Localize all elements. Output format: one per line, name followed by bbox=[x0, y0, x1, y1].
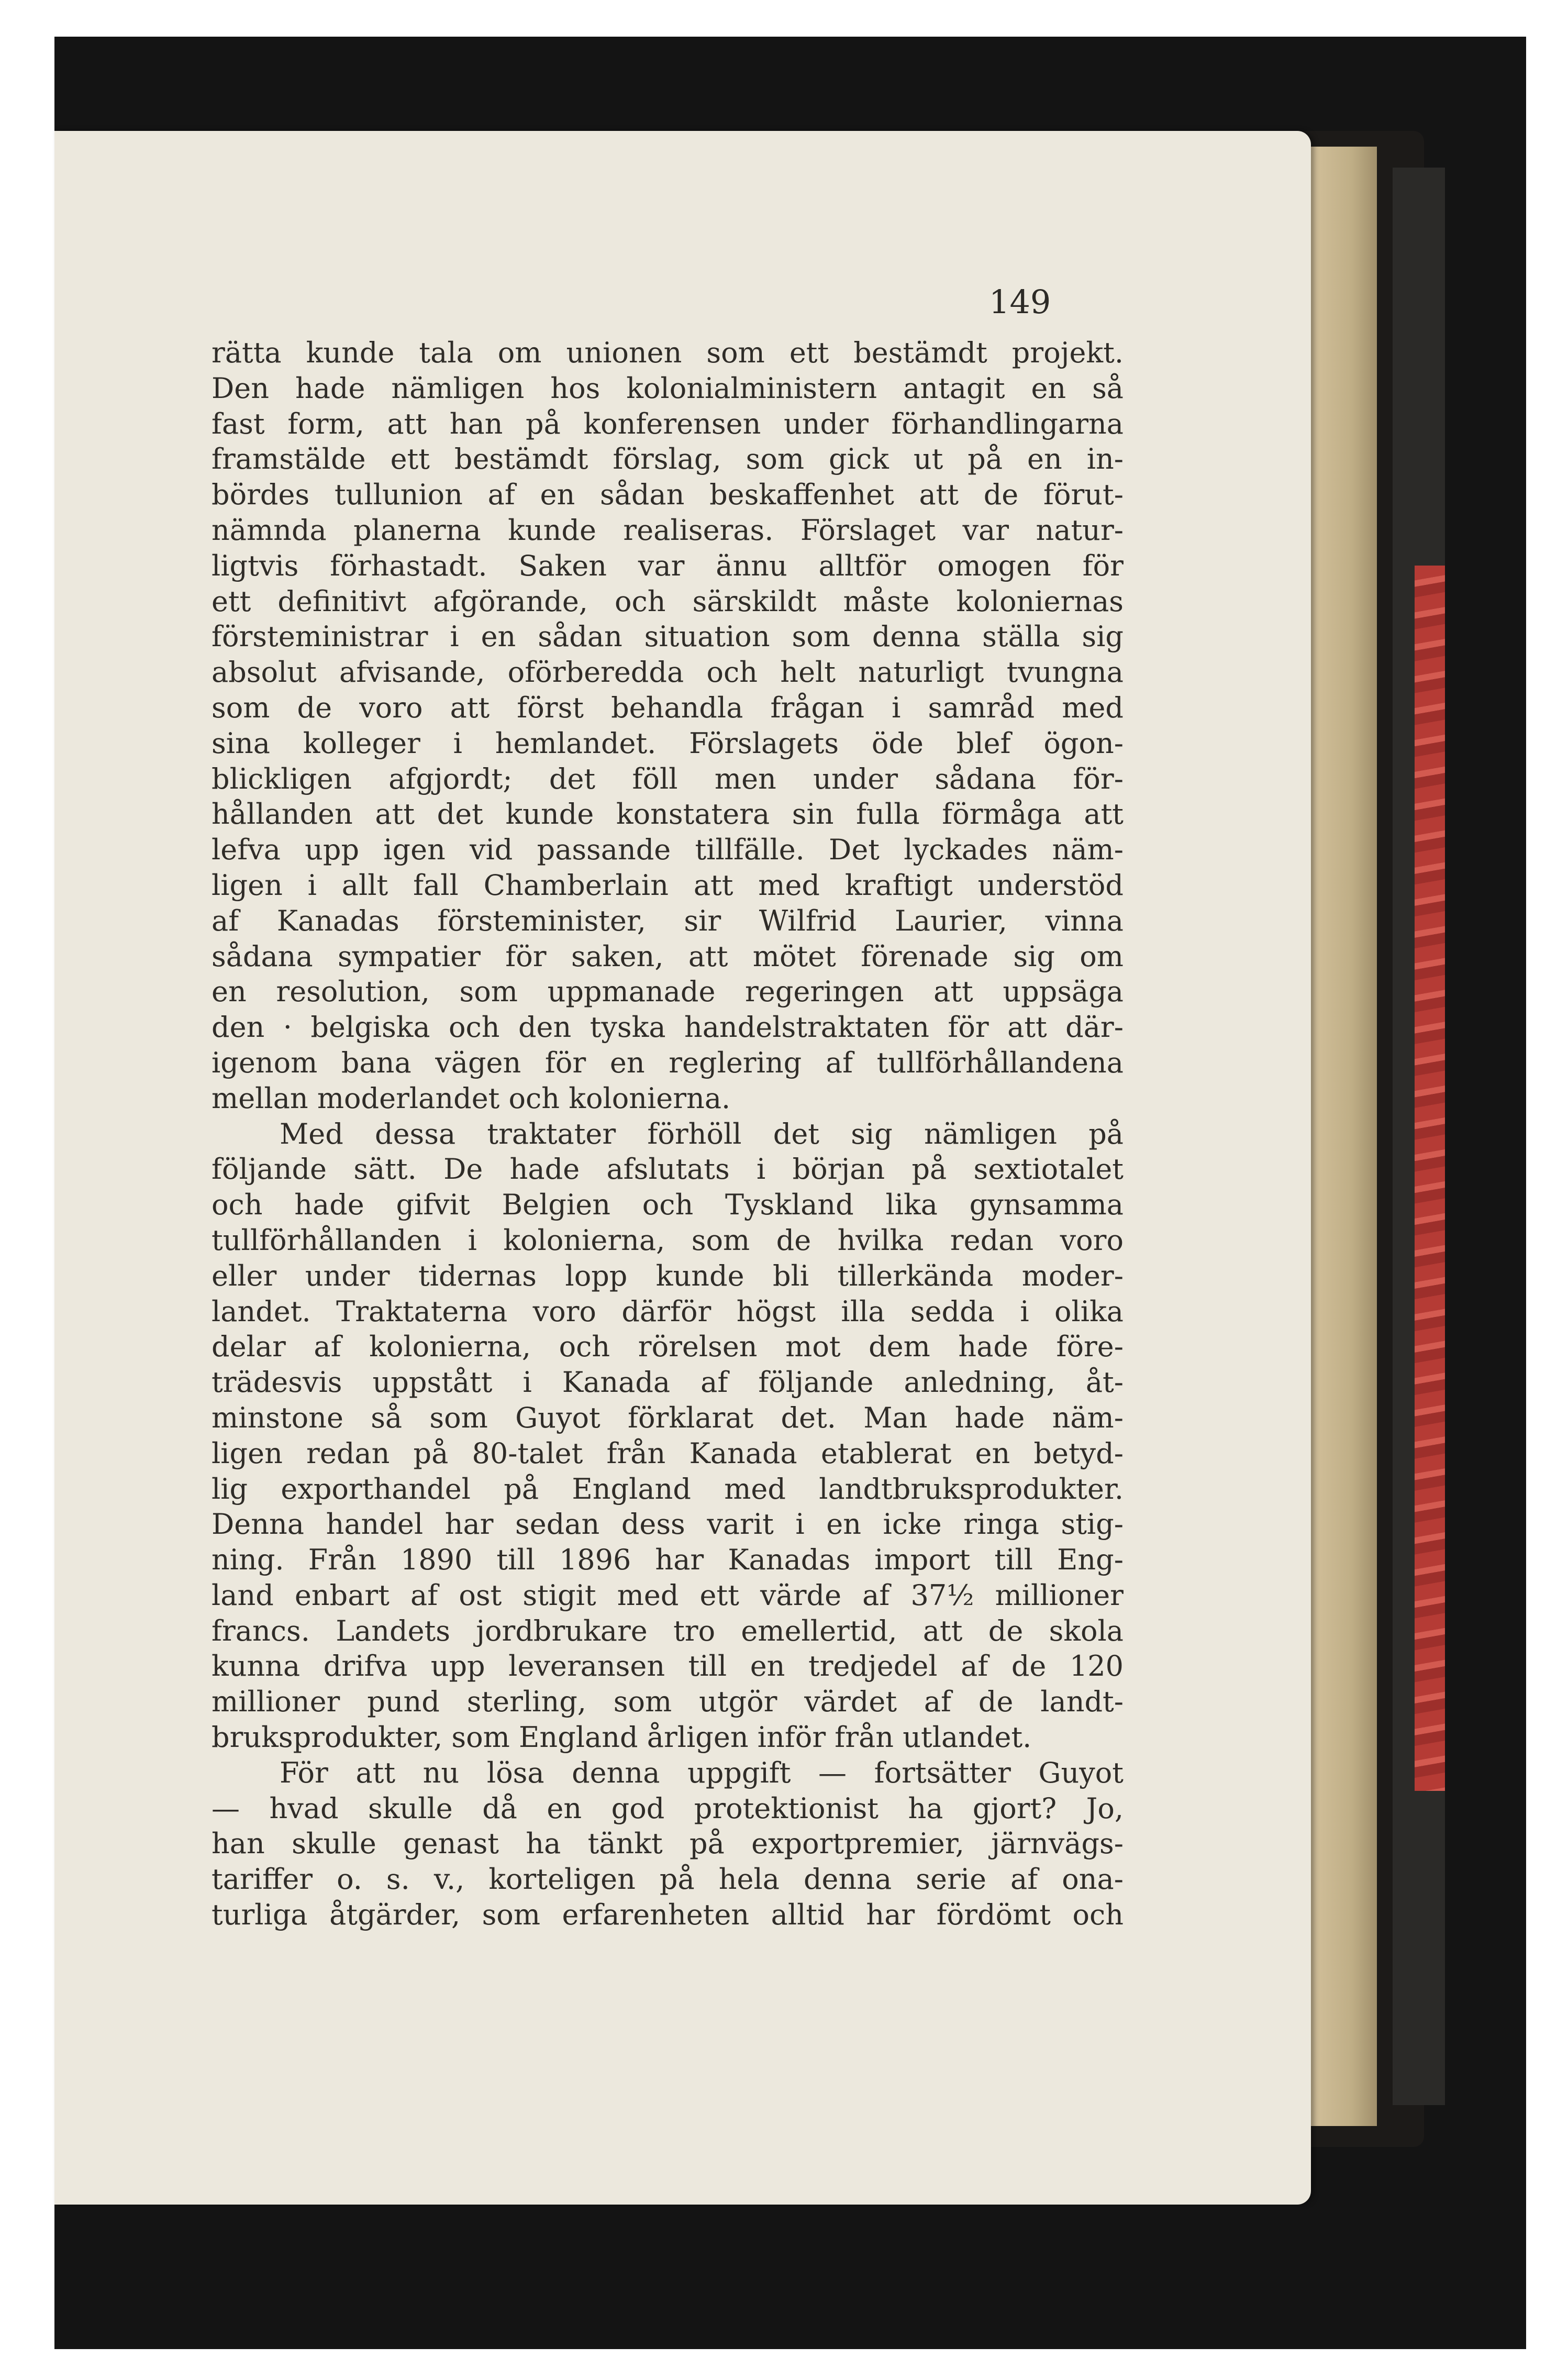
text-line: Med dessa traktater förhöll det sig nämligen på bbox=[280, 1117, 1124, 1150]
text-line: minstone så som Guyot förklarat det. Man hade näm- bbox=[212, 1401, 1124, 1434]
text-line: Den hade nämligen hos kolonialministern antagit en så bbox=[212, 371, 1124, 405]
text-line: ning. Från 1890 till 1896 har Kanadas import till Eng- bbox=[212, 1543, 1124, 1577]
book-page bbox=[54, 131, 1311, 2205]
page-number: 149 bbox=[989, 283, 1051, 321]
text-line: ligen i allt fall Chamberlain att med kraftigt understöd bbox=[212, 868, 1124, 902]
text-line: bruksprodukter, som England årligen inför från utlandet. bbox=[212, 1721, 1032, 1754]
text-line: absolut afvisande, oförberedda och helt naturligt tvungna bbox=[212, 656, 1124, 689]
text-line: nämnda planerna kunde realiseras. Förslaget var natur- bbox=[212, 513, 1124, 547]
text-line: framstälde ett bestämdt förslag, som gick ut på en in- bbox=[212, 442, 1124, 476]
text-line: millioner pund sterling, som utgör värdet af de landt- bbox=[212, 1685, 1124, 1719]
text-line: Denna handel har sedan dess varit i en icke ringa stig- bbox=[212, 1508, 1124, 1541]
text-line: tullförhållanden i kolonierna, som de hvilka redan voro bbox=[212, 1223, 1124, 1257]
text-line: — hvad skulle då en god protektionist ha gjort? Jo, bbox=[212, 1791, 1124, 1825]
text-line: en resolution, som uppmanade regeringen att uppsäga bbox=[212, 975, 1124, 1009]
text-line: rätta kunde tala om unionen som ett bestämdt projekt. bbox=[212, 336, 1124, 369]
text-line: hållanden att det kunde konstatera sin fulla förmåga att bbox=[212, 798, 1124, 831]
text-line: den · belgiska och den tyska handelstraktaten för att där- bbox=[212, 1011, 1124, 1044]
text-line: och hade gifvit Belgien och Tyskland lika gynsamma bbox=[212, 1188, 1124, 1222]
text-line: försteministrar i en sådan situation som denna ställa sig bbox=[212, 620, 1124, 654]
text-line: eller under tidernas lopp kunde bli tillerkända moder- bbox=[212, 1259, 1124, 1292]
text-line: sina kolleger i hemlandet. Förslagets öde blef ögon- bbox=[212, 726, 1124, 760]
text-line: tariffer o. s. v., korteligen på hela denna serie af ona- bbox=[212, 1863, 1124, 1896]
text-line: ligen redan på 80-talet från Kanada etablerat en betyd- bbox=[212, 1436, 1124, 1470]
text-line: francs. Landets jordbrukare tro emellertid, att de skola bbox=[212, 1614, 1124, 1647]
spine-marbling bbox=[1415, 566, 1445, 1791]
text-line: lefva upp igen vid passande tillfälle. Det lyckades näm- bbox=[212, 833, 1124, 867]
text-line: lig exporthandel på England med landtbruksprodukter. bbox=[212, 1472, 1124, 1506]
text-line: trädesvis uppstått i Kanada af följande anledning, åt- bbox=[212, 1366, 1124, 1399]
text-line: landet. Traktaterna voro därför högst illa sedda i olika bbox=[212, 1294, 1124, 1328]
text-line: följande sätt. De hade afslutats i början på sextiotalet bbox=[212, 1153, 1124, 1186]
text-line: af Kanadas försteminister, sir Wilfrid Laurier, vinna bbox=[212, 904, 1124, 937]
text-line: sådana sympatier för saken, att mötet förenade sig om bbox=[212, 939, 1124, 973]
text-line: ett definitivt afgörande, och särskildt måste koloniernas bbox=[212, 584, 1124, 618]
body-text bbox=[212, 335, 1124, 1933]
text-line: igenom bana vägen för en reglering af tullförhållandena bbox=[212, 1046, 1124, 1079]
text-line: ligtvis förhastadt. Saken var ännu alltför omogen för bbox=[212, 549, 1124, 582]
text-line: kunna drifva upp leveransen till en tredjedel af de 120 bbox=[212, 1650, 1124, 1683]
text-line: mellan moderlandet och kolonierna. bbox=[212, 1081, 731, 1115]
text-line: blickligen afgjordt; det föll men under sådana för- bbox=[212, 762, 1124, 795]
text-line: bördes tullunion af en sådan beskaffenhet att de förut- bbox=[212, 478, 1124, 512]
text-line: land enbart af ost stigit med ett värde af 37½ millioner bbox=[212, 1578, 1124, 1612]
text-line: delar af kolonierna, och rörelsen mot dem hade före- bbox=[212, 1330, 1124, 1364]
text-line: fast form, att han på konferensen under förhandlingarna bbox=[212, 407, 1124, 440]
text-line: turliga åtgärder, som erfarenheten alltid har fördömt och bbox=[212, 1898, 1124, 1932]
text-line: han skulle genast ha tänkt på exportpremier, järnvägs- bbox=[212, 1827, 1124, 1861]
text-line: som de voro att först behandla frågan i samråd med bbox=[212, 691, 1124, 724]
text-line: För att nu lösa denna uppgift — fortsätter Guyot bbox=[280, 1756, 1124, 1789]
